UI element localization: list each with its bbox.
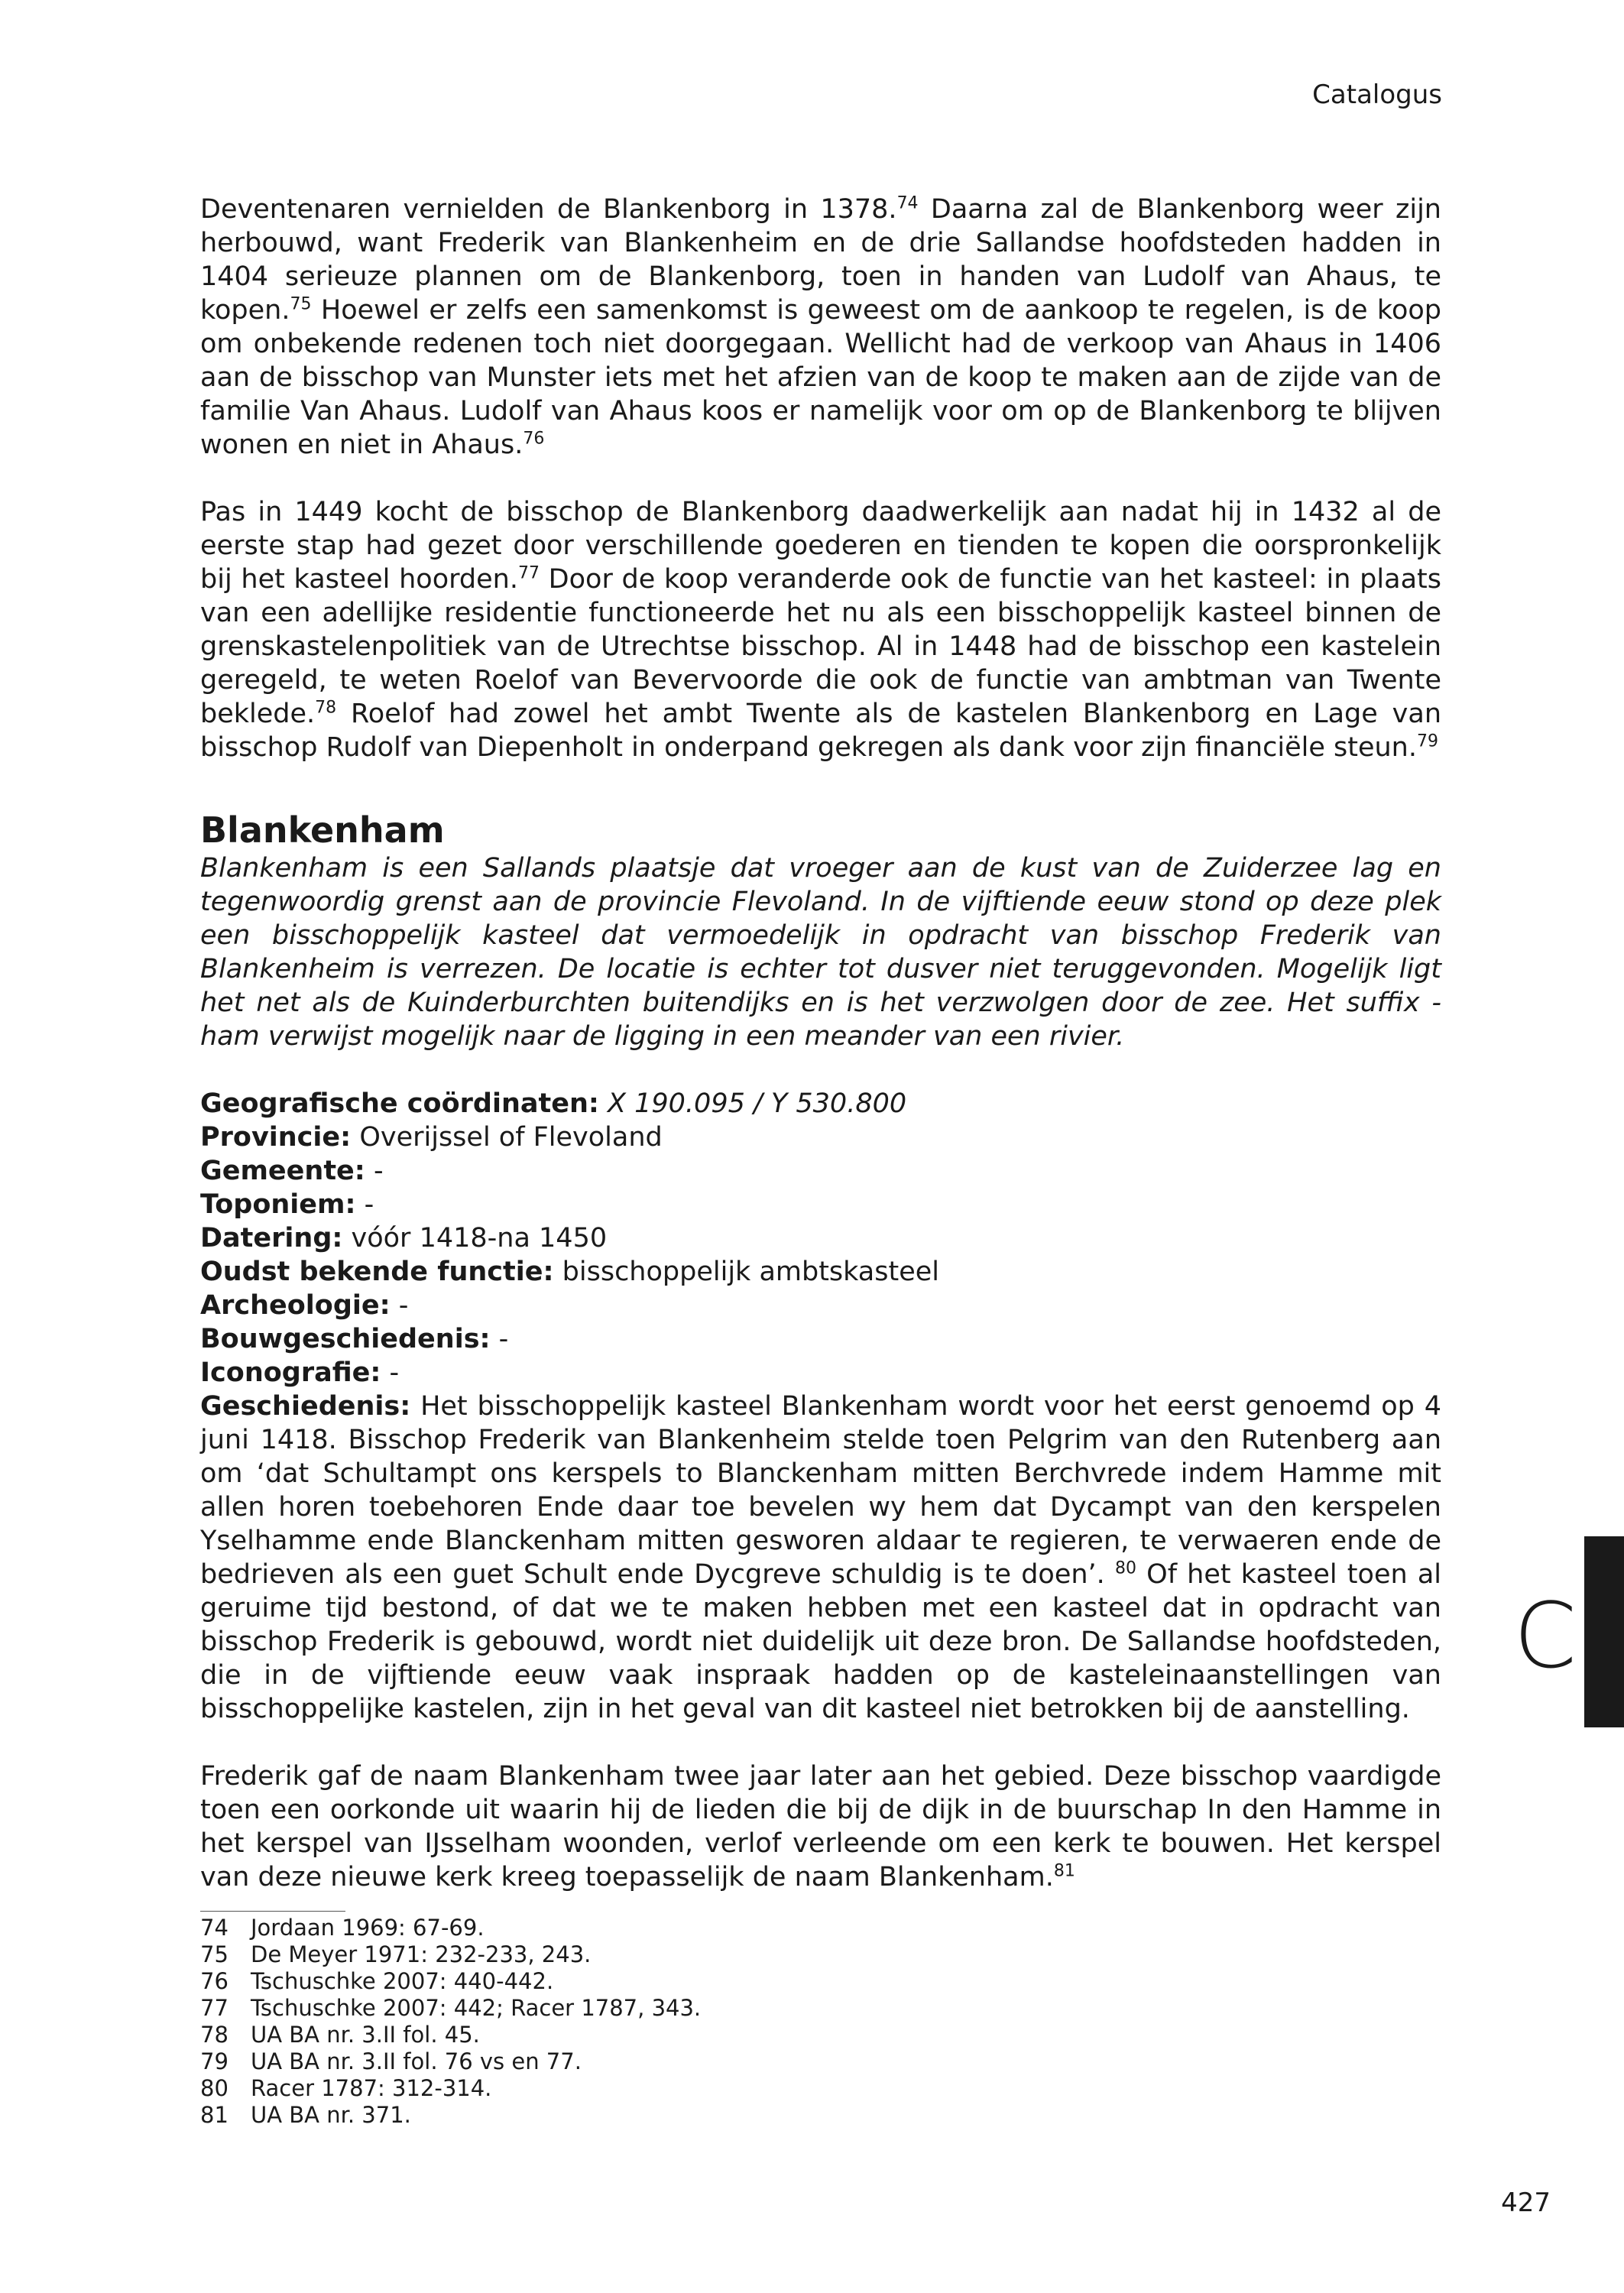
meta-datering: Datering: vóór 1418-na 1450 bbox=[200, 1223, 608, 1254]
paragraph-blankenborg-2 bbox=[200, 495, 1441, 764]
meta-provincie: Provincie: Overijssel of Flevoland bbox=[200, 1122, 663, 1153]
footnote-78: 78 UA BA nr. 3.II fol. 45. bbox=[200, 2022, 480, 2048]
footnote-75: 75 De Meyer 1971: 232-233, 243. bbox=[200, 1941, 592, 1967]
footnote-ref-75: 75 bbox=[290, 294, 312, 314]
footnote-ref-81: 81 bbox=[1053, 1861, 1075, 1881]
text-run: Hoewel er zelfs een samenkomst is geweest om de aankoop te regelen, is de koop om onbekende redenen toch niet doorgegaan. Wellicht had de verkoop van Ahaus in 1406 aan de bisschop van Munster iets met het afzien van de koop te maken aan de zijde van de familie Van Ahaus. Ludolf van Ahaus koos er namelijk voor om op de Blankenborg te blijven wonen en niet in Ahaus. bbox=[200, 295, 1441, 460]
footnote-77: 77 Tschuschke 2007: 442; Racer 1787, 343. bbox=[200, 1995, 702, 2021]
footnote-ref-76: 76 bbox=[523, 429, 545, 449]
footnote-ref-78: 78 bbox=[315, 698, 337, 718]
footnote-76: 76 Tschuschke 2007: 440-442. bbox=[200, 1968, 554, 1994]
meta-archeologie: Archeologie: - bbox=[200, 1290, 409, 1321]
footnote-79: 79 UA BA nr. 3.II fol. 76 vs en 77. bbox=[200, 2048, 582, 2074]
paragraph-blankenborg-1 bbox=[200, 193, 1441, 462]
text-run: Roelof had zowel het ambt Twente als de kastelen Blankenborg en Lage van bisschop Rudolf van Diepenholt in onderpand gekregen als dank voor zijn financiële steun. bbox=[200, 699, 1441, 763]
meta-geschiedenis: Geschiedenis: Het bisschoppelijk kasteel Blankenham wordt voor het eerst genoemd op 4 juni 1418. Bisschop Frederik van Blankenheim stelde toen Pelgrim van den Rutenberg aan om ‘dat Schultampt ons kerspels to Blanckenham mitten Berchvrede indem Hamme mit allen horen toebehoren Ende daar toe bevelen wy hem dat Dycampt van den kerspelen Yselhamme ende Blanckenham mitten gesworen aldaar te regieren, te verwaeren ende de bedrieven als een guet Schult ende Dycgreve schuldig is te doen’. $^{80}$ Of het kasteel toen al geruime tijd bestond, of dat we te maken hebben met een kasteel dat in opdracht van bisschop Frederik is gebouwd, wordt niet duidelijk uit deze bron. De Sallandse hoofdsteden, die in de vijftiende eeuw vaak inspraak hadden op de kasteleinaanstellingen van bisschoppelijke kastelen, zijn in het geval van dit kasteel niet betrokken bij de aanstelling. bbox=[200, 1391, 1441, 1724]
meta-bouwgeschiedenis: Bouwgeschiedenis: - bbox=[200, 1324, 509, 1354]
section-title: Blankenham bbox=[200, 809, 445, 851]
thumb-index-letter: C bbox=[1513, 1583, 1577, 1688]
page-body bbox=[200, 193, 1441, 2129]
footnote-ref-74: 74 bbox=[896, 193, 919, 213]
meta-toponiem: Toponiem: - bbox=[200, 1189, 374, 1220]
catalogue-entry bbox=[200, 1087, 1441, 1726]
paragraph-closing: Frederik gaf de naam Blankenham twee jaar later aan het gebied. Deze bisschop vaardigde toen een oorkonde uit waarin hij de lieden die bij de dijk in de buurschap In den Hamme in het kerspel van IJsselham woonden, verlof verleende om een kerk te bouwen. Het kerspel van deze nieuwe kerk kreeg toepasselijk de naam Blankenham.$^{81}$ bbox=[200, 1761, 1441, 1892]
page-number: 427 bbox=[1501, 2188, 1551, 2218]
footnote-divider bbox=[200, 1911, 345, 1912]
text-run: Deventenaren vernielden de Blankenborg in 1378. bbox=[200, 194, 897, 225]
thumb-index-tab bbox=[1584, 1536, 1624, 1727]
meta-oudst-bekende-functie: Oudst bekende functie: bisschoppelijk ambtskasteel bbox=[200, 1257, 940, 1287]
footnote-81: 81 UA BA nr. 371. bbox=[200, 2102, 411, 2128]
meta-gemeente: Gemeente: - bbox=[200, 1156, 384, 1186]
running-header: Catalogus bbox=[1312, 79, 1442, 110]
footnote-ref-80: 80 bbox=[1114, 1558, 1136, 1578]
meta-coordinates: Geografische coördinaten: X 190.095 / Y 530.800 bbox=[200, 1088, 907, 1119]
meta-iconografie: Iconografie: - bbox=[200, 1357, 400, 1388]
text-run: Door de koop veranderde ook de functie van het kasteel: in plaats van een adellijke residentie functioneerde het nu als een bisschoppelijk kasteel binnen de grenskastelenpolitiek van de Utrechtse bisschop. Al in 1448 had de bisschop een kastelein geregeld, te weten Roelof van Bevervoorde die ook de functie van ambtman van Twente beklede. bbox=[200, 564, 1441, 729]
text-run: Daarna zal de Blankenborg weer zijn herbouwd, want Frederik van Blankenheim en de drie Sallandse hoofdsteden hadden in 1404 serieuze plannen om de Blankenborg, toen in handen van Ludolf van Ahaus, te kopen. bbox=[200, 194, 1441, 326]
section-intro: Blankenham is een Sallands plaatsje dat vroeger aan de kust van de Zuiderzee lag en tegenwoordig grenst aan de provincie Flevoland. In de vijftiende eeuw stond op deze plek een bisschoppelijk kasteel dat vermoedelijk in opdracht van bisschop Frederik van Blankenheim is verrezen. De locatie is echter tot dusver niet teruggevonden. Mogelijk ligt het net als de Kuinderburchten buitendijks en is het verzwolgen door de zee. Het suffix -ham verwijst mogelijk naar de ligging in een meander van een rivier. bbox=[200, 853, 1441, 1052]
footnote-ref-79: 79 bbox=[1416, 731, 1438, 751]
footnote-80: 80 Racer 1787: 312-314. bbox=[200, 2075, 492, 2101]
footnotes bbox=[200, 1915, 1441, 2129]
text-run: Pas in 1449 kocht de bisschop de Blankenborg daadwerkelijk aan nadat hij in 1432 al de eerste stap had gezet door verschillende goederen en tienden te kopen die oorspronkelijk bij het kasteel hoorden. bbox=[200, 497, 1441, 595]
footnote-ref-77: 77 bbox=[517, 563, 540, 583]
footnote-74: 74 Jordaan 1969: 67-69. bbox=[200, 1915, 485, 1941]
